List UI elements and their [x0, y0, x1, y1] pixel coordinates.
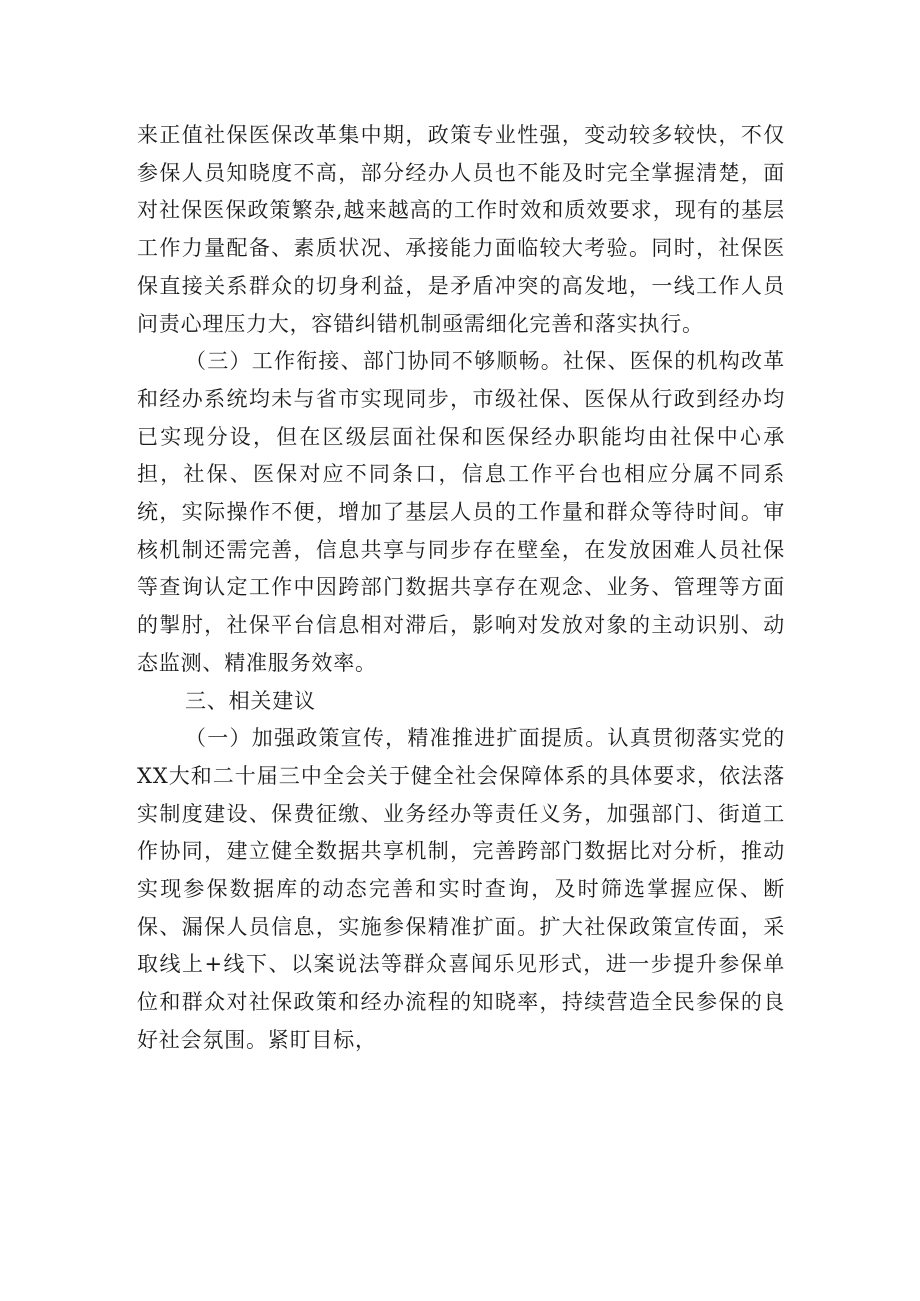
paragraph-policy-promotion: （一）加强政策宣传，精准推进扩面提质。认真贯彻落实党的XX大和二十届三中全会关于健全社会保障体系的具体要求，依法落实制度建设、保费征缴、业务经办等责任义务，加强部门、街道工作协同，建立健全数据共享机制，完善跨部门数据比对分析，推动实现参保数据库的动态完善和实时查询，及时筛选掌握应保、断保、漏保人员信息，实施参保精准扩面。扩大社保政策宣传面，采取线上+线下、以案说法等群众喜闻乐见形式，进一步提升参保单位和群众对社保政策和经办流程的知晓率，持续营造全民参保的良好社会氛围。紧盯目标，: [137, 726, 785, 1052]
section-heading-suggestions: 三、相关建议: [185, 688, 316, 713]
paragraph-work-coordination: （三）工作衔接、部门协同不够顺畅。社保、医保的机构改革和经办系统均未与省市实现同步，市级社保、医保从行政到经办均已实现分设，但在区级层面社保和医保经办职能均由社保中心承担，社保、医保对应不同条口，信息工作平台也相应分属不同系统，实际操作不便，增加了基层人员的工作量和群众等待时间。审核机制还需完善，信息共享与同步存在壁垒，在发放困难人员社保等查询认定工作中因跨部门数据共享存在观念、业务、管理等方面的掣肘，社保平台信息相对滞后，影响对发放对象的主动识别、动态监测、精准服务效率。: [137, 349, 785, 675]
paragraph-continuation: 来正值社保医保改革集中期，政策专业性强，变动较多较快，不仅参保人员知晓度不高，部分经办人员也不能及时完全掌握清楚，面对社保医保政策繁杂,越来越高的工作时效和质效要求，现有的基层工作力量配备、素质状况、承接能力面临较大考验。同时，社保医保直接关系群众的切身利益，是矛盾冲突的高发地，一线工作人员问责心理压力大，容错纠错机制亟需细化完善和落实执行。: [137, 123, 785, 336]
document-body: [137, 117, 785, 1060]
